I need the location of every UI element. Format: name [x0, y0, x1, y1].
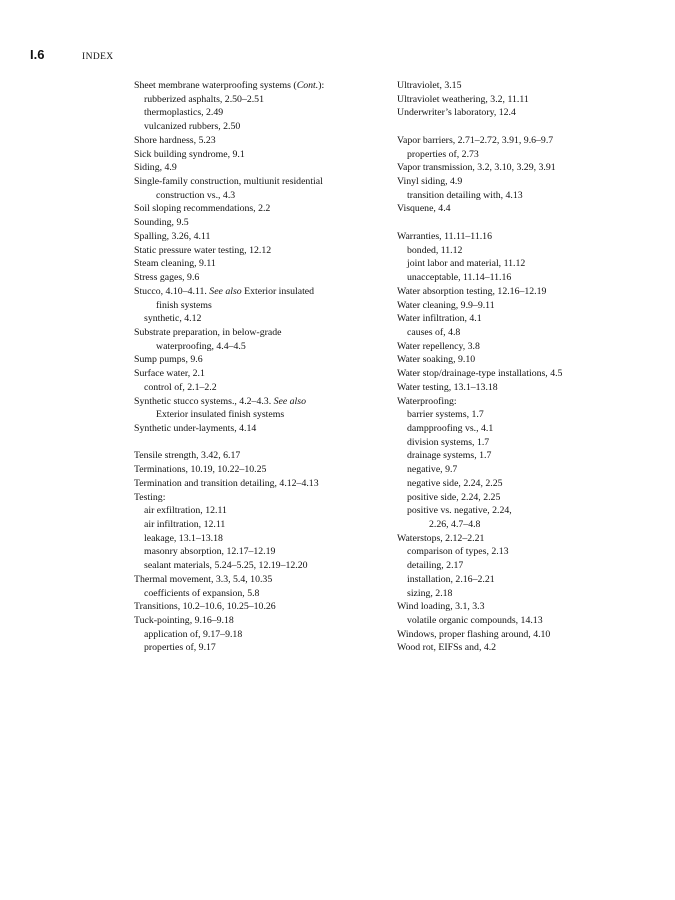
entry-text: Ultraviolet, 3.15 — [397, 80, 462, 91]
index-entry — [397, 395, 647, 409]
entry-text: Vapor transmission, 3.2, 3.10, 3.29, 3.91 — [397, 162, 556, 174]
index-subentry — [134, 641, 384, 655]
entry-text: Wind loading, 3.1, 3.3 — [397, 601, 485, 613]
entry-text: Shore hardness, 5.23 — [134, 134, 216, 146]
entry-text: Waterproofing: — [397, 395, 457, 407]
entry-text: division systems, 1.7 — [407, 436, 490, 448]
index-entry — [134, 216, 384, 230]
index-subentry — [134, 312, 384, 326]
index-subentry — [134, 106, 384, 120]
entry-text-continued: ): — [318, 80, 325, 91]
entry-text: Tuck-pointing, 9.16–9.18 — [134, 615, 234, 627]
index-entry — [397, 628, 647, 642]
entry-text: rubberized asphalts, 2.50–2.51 — [144, 93, 264, 105]
index-subentry — [134, 408, 384, 422]
index-subentry — [397, 271, 647, 285]
entry-text: Testing: — [134, 491, 166, 503]
index-entry — [397, 106, 647, 120]
index-entry — [134, 244, 384, 258]
index-entry — [134, 353, 384, 367]
entry-text: Steam cleaning, 9.11 — [134, 258, 216, 270]
entry-text: dampproofing vs., 4.1 — [407, 422, 494, 434]
entry-text: Exterior insulated finish systems — [156, 409, 285, 421]
index-subentry — [134, 545, 384, 559]
index-entry — [397, 340, 647, 354]
index-entry — [134, 134, 384, 148]
entry-text: Water soaking, 9.10 — [397, 354, 476, 366]
entry-text: Transitions, 10.2–10.6, 10.25–10.26 — [134, 601, 276, 613]
index-entry — [134, 395, 384, 409]
index-entry — [134, 614, 384, 628]
entry-text: Stucco, 4.10–4.11. — [134, 285, 210, 297]
index-subentry — [397, 244, 647, 258]
page-number: I.6 — [30, 47, 45, 62]
index-subentry — [397, 148, 647, 162]
index-subentry — [397, 518, 647, 532]
entry-text: control of, 2.1–2.2 — [144, 381, 217, 393]
entry-text-continued: Exterior insulated — [241, 285, 315, 297]
index-subentry — [397, 422, 647, 436]
entry-text: Surface water, 2.1 — [134, 368, 205, 380]
index-entry — [134, 271, 384, 285]
entry-text: barrier systems, 1.7 — [407, 409, 484, 421]
index-entry — [134, 477, 384, 491]
index-entry — [397, 367, 647, 381]
index-entry — [134, 230, 384, 244]
index-subentry — [134, 189, 384, 203]
index-entry — [397, 600, 647, 614]
entry-text: Wood rot, EIFSs and, 4.2 — [397, 642, 497, 654]
index-entry — [397, 285, 647, 299]
index-subentry — [134, 299, 384, 313]
entry-text: Sick building syndrome, 9.1 — [134, 148, 245, 160]
index-entry — [134, 148, 384, 162]
entry-text: Terminations, 10.19, 10.22–10.25 — [134, 464, 267, 476]
index-subentry — [397, 573, 647, 587]
entry-text: positive side, 2.24, 2.25 — [407, 491, 501, 503]
entry-text: bonded, 11.12 — [407, 244, 463, 256]
entry-text: Underwriter’s laboratory, 12.4 — [397, 107, 516, 119]
entry-text: Waterstops, 2.12–2.21 — [397, 532, 485, 544]
entry-text: Ultraviolet weathering, 3.2, 11.11 — [397, 93, 529, 105]
entry-text: Spalling, 3.26, 4.11 — [134, 230, 211, 242]
entry-text: unacceptable, 11.14–11.16 — [407, 272, 512, 284]
entry-text: drainage systems, 1.7 — [407, 450, 492, 462]
entry-text: air exfiltration, 12.11 — [144, 505, 227, 517]
entry-text: Water stop/drainage-type installations, 4.5 — [397, 368, 563, 380]
index-entry — [397, 134, 647, 148]
index-entry — [134, 285, 384, 299]
entry-text: Tensile strength, 3.42, 6.17 — [134, 450, 241, 462]
index-column-right — [397, 79, 647, 655]
index-column-left — [134, 79, 384, 655]
entry-text: Substrate preparation, in below-grade — [134, 326, 282, 338]
entry-text: vulcanized rubbers, 2.50 — [144, 121, 241, 133]
entry-text: masonry absorption, 12.17–12.19 — [144, 546, 276, 558]
entry-text: Water repellency, 3.8 — [397, 340, 480, 352]
letter-group-gap — [397, 216, 647, 230]
index-subentry — [397, 449, 647, 463]
entry-text: transition detailing with, 4.13 — [407, 189, 523, 201]
index-subentry — [134, 628, 384, 642]
entry-text: Sheet membrane waterproofing systems ( — [134, 80, 297, 91]
entry-text: sealant materials, 5.24–5.25, 12.19–12.20 — [144, 560, 308, 572]
entry-text: negative, 9.7 — [407, 464, 458, 476]
entry-text: Water cleaning, 9.9–9.11 — [397, 299, 495, 311]
running-head: INDEX — [82, 52, 114, 62]
index-entry — [134, 491, 384, 505]
entry-text: Synthetic stucco systems., 4.2–4.3. — [134, 395, 274, 407]
letter-group-gap — [134, 436, 384, 450]
index-entry — [397, 641, 647, 655]
entry-text: Windows, proper flashing around, 4.10 — [397, 628, 551, 640]
index-entry — [134, 202, 384, 216]
entry-text: coefficients of expansion, 5.8 — [144, 587, 260, 599]
index-subentry — [134, 532, 384, 546]
index-subentry — [397, 477, 647, 491]
entry-text: Synthetic under-layments, 4.14 — [134, 422, 257, 434]
entry-text: Siding, 4.9 — [134, 162, 177, 174]
index-subentry — [397, 189, 647, 203]
index-subentry — [397, 559, 647, 573]
entry-text: sizing, 2.18 — [407, 587, 453, 599]
entry-text: properties of, 2.73 — [407, 148, 479, 160]
index-subentry — [397, 257, 647, 271]
entry-text: detailing, 2.17 — [407, 560, 464, 572]
index-entry — [397, 175, 647, 189]
entry-text: Water testing, 13.1–13.18 — [397, 381, 498, 393]
entry-text: joint labor and material, 11.12 — [407, 258, 526, 270]
index-entry — [397, 532, 647, 546]
index-entry — [397, 79, 647, 93]
index-subentry — [134, 518, 384, 532]
entry-text: thermoplastics, 2.49 — [144, 107, 224, 119]
entry-text: Stress gages, 9.6 — [134, 272, 200, 284]
index-subentry — [134, 340, 384, 354]
entry-text: Soil sloping recommendations, 2.2 — [134, 203, 271, 215]
entry-text: causes of, 4.8 — [407, 326, 461, 338]
entry-text: Water absorption testing, 12.16–12.19 — [397, 285, 547, 297]
index-subentry — [134, 587, 384, 601]
entry-text: finish systems — [156, 299, 212, 311]
index-entry — [397, 93, 647, 107]
index-subentry — [134, 559, 384, 573]
index-subentry — [397, 587, 647, 601]
entry-text: volatile organic compounds, 14.13 — [407, 615, 543, 627]
index-entry — [134, 463, 384, 477]
entry-text: air infiltration, 12.11 — [144, 519, 226, 530]
index-subentry — [397, 463, 647, 477]
entry-text: properties of, 9.17 — [144, 642, 216, 654]
index-subentry — [397, 408, 647, 422]
entry-text: 2.26, 4.7–4.8 — [429, 519, 481, 530]
index-entry — [397, 299, 647, 313]
index-subentry — [397, 491, 647, 505]
entry-text: Termination and transition detailing, 4.12–4.13 — [134, 477, 319, 489]
entry-text: Sounding, 9.5 — [134, 217, 189, 229]
index-subentry — [397, 545, 647, 559]
entry-text: synthetic, 4.12 — [144, 313, 202, 325]
entry-text: Warranties, 11.11–11.16 — [397, 230, 492, 242]
entry-text: Static pressure water testing, 12.12 — [134, 244, 272, 256]
index-entry — [397, 353, 647, 367]
index-entry — [397, 161, 647, 175]
entry-text: waterproofing, 4.4–4.5 — [156, 340, 246, 352]
index-subentry — [397, 326, 647, 340]
page-header — [30, 47, 114, 63]
entry-text: Visquene, 4.4 — [397, 203, 451, 215]
index-entry — [134, 175, 384, 189]
entry-text: installation, 2.16–2.21 — [407, 573, 495, 585]
entry-text: Thermal movement, 3.3, 5.4, 10.35 — [134, 573, 273, 585]
index-subentry — [134, 381, 384, 395]
index-subentry — [134, 120, 384, 134]
entry-italic-text: See also — [273, 395, 306, 407]
entry-text: negative side, 2.24, 2.25 — [407, 477, 503, 489]
index-entry — [134, 79, 384, 93]
index-subentry — [397, 436, 647, 450]
index-entry — [134, 257, 384, 271]
entry-text: comparison of types, 2.13 — [407, 546, 509, 558]
entry-text: Vapor barriers, 2.71–2.72, 3.91, 9.6–9.7 — [397, 134, 554, 146]
entry-italic-text: Cont. — [296, 80, 319, 91]
index-subentry — [134, 504, 384, 518]
entry-text: positive vs. negative, 2.24, — [407, 505, 512, 517]
entry-text: Water infiltration, 4.1 — [397, 313, 482, 325]
index-entry — [134, 161, 384, 175]
index-entry — [134, 367, 384, 381]
index-subentry — [397, 504, 647, 518]
index-subentry — [397, 614, 647, 628]
entry-text: Vinyl siding, 4.9 — [397, 176, 463, 188]
letter-group-gap — [397, 120, 647, 134]
index-entry — [134, 422, 384, 436]
index-entry — [397, 230, 647, 244]
index-entry — [397, 202, 647, 216]
entry-text: Sump pumps, 9.6 — [134, 354, 203, 366]
index-entry — [134, 600, 384, 614]
index-subentry — [134, 93, 384, 107]
index-entry — [134, 449, 384, 463]
entry-italic-text: See also — [209, 285, 242, 297]
index-entry — [397, 381, 647, 395]
entry-text: application of, 9.17–9.18 — [144, 628, 243, 640]
index-entry — [397, 312, 647, 326]
entry-text: leakage, 13.1–13.18 — [144, 532, 223, 544]
entry-text: Single-family construction, multiunit residential — [134, 176, 323, 188]
entry-text: construction vs., 4.3 — [156, 189, 236, 201]
index-entry — [134, 326, 384, 340]
index-entry — [134, 573, 384, 587]
